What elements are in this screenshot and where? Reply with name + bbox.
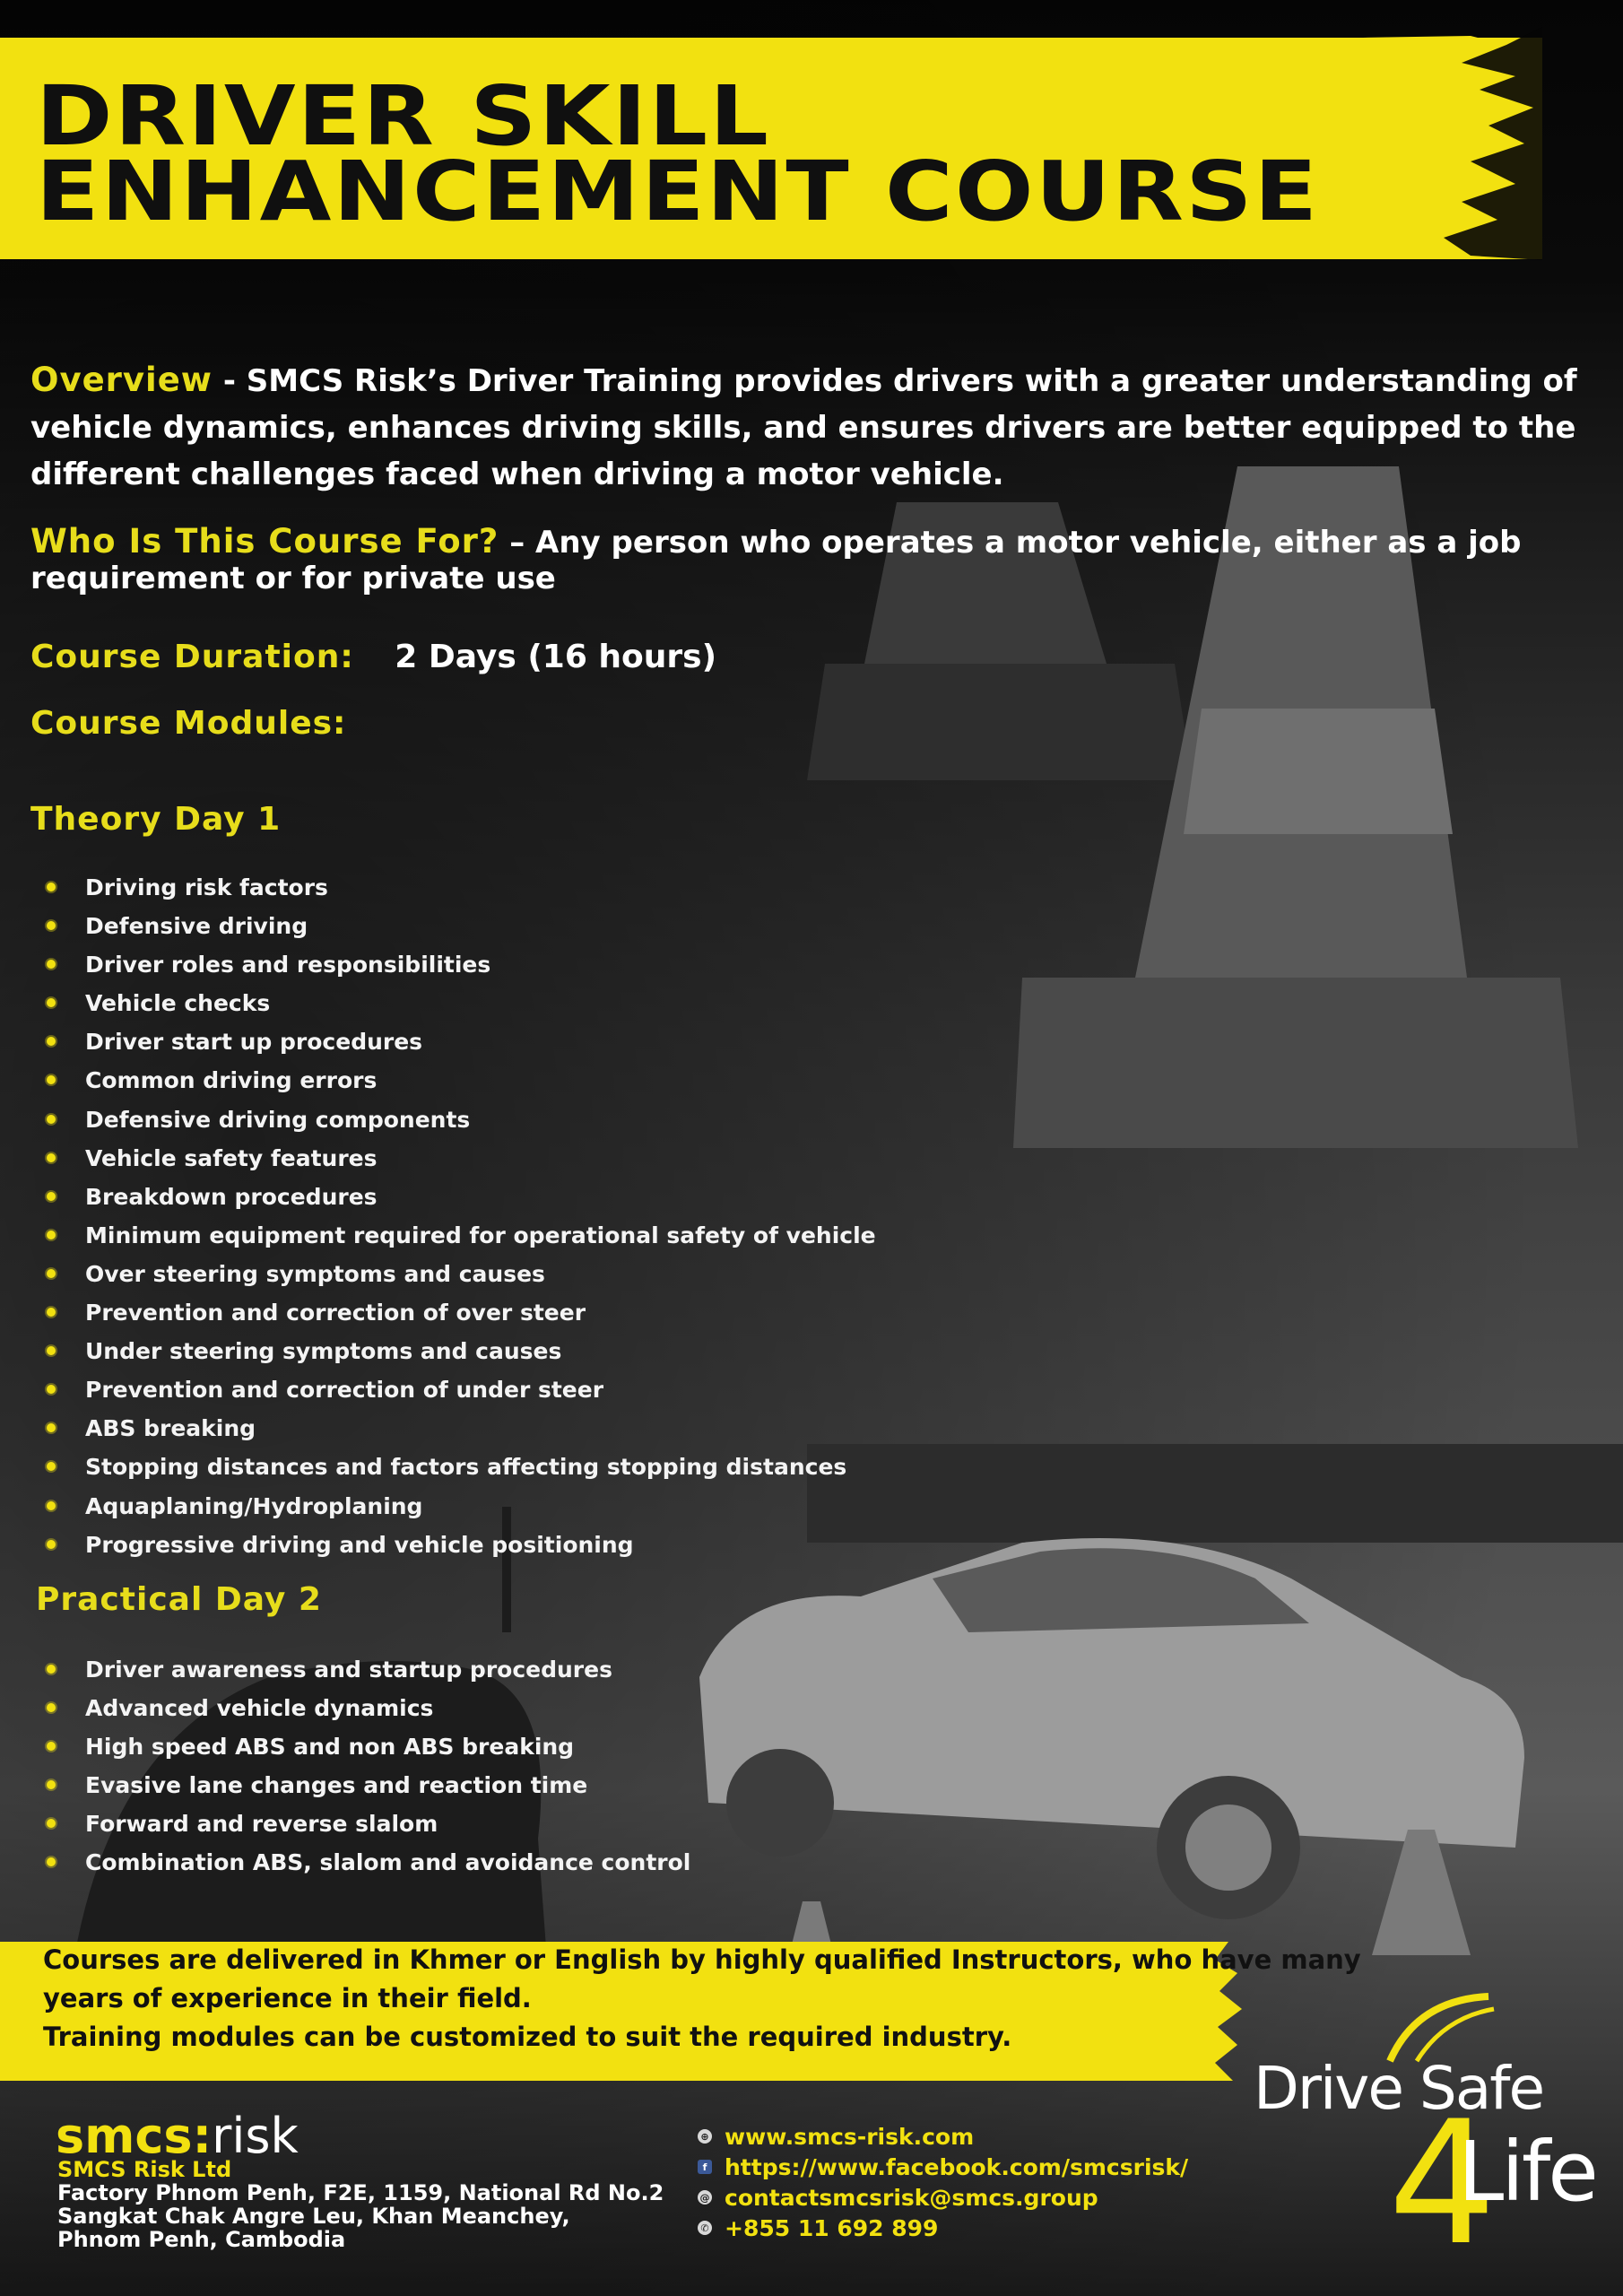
website-link[interactable]: www.smcs-risk.com <box>725 2123 975 2150</box>
list-item: Combination ABS, slalom and avoidance control <box>45 1843 690 1882</box>
list-item: Evasive lane changes and reaction time <box>45 1766 690 1805</box>
info-line-2: years of experience in their field. <box>43 1983 532 2013</box>
practical-module-list <box>45 1650 690 1883</box>
list-item: Defensive driving <box>45 907 876 945</box>
email-link[interactable]: contactsmcsrisk@smcs.group <box>725 2184 1098 2211</box>
list-item: Driving risk factors <box>45 868 876 907</box>
list-item: Common driving errors <box>45 1061 876 1100</box>
list-item: Prevention and correction of under steer <box>45 1370 876 1409</box>
practical-heading-text: Practical Day 2 <box>36 1581 322 1618</box>
globe-icon: ⊕ <box>698 2129 712 2144</box>
audience-section <box>30 524 1591 596</box>
practical-heading <box>36 1581 322 1618</box>
tagline-drive: Drive Safe <box>1254 2054 1544 2123</box>
audience-label: Who Is This Course For? <box>30 522 499 561</box>
list-item: Vehicle safety features <box>45 1139 876 1178</box>
list-item: Breakdown procedures <box>45 1178 876 1216</box>
logo-left: smcs: <box>56 2108 213 2164</box>
theory-heading <box>30 801 281 838</box>
list-item: Driver roles and responsibilities <box>45 945 876 984</box>
address-line-3: Phnom Penh, Cambodia <box>57 2227 346 2252</box>
overview-text: - SMCS Risk’s Driver Training provides drivers with a greater understanding of vehicle dynamics, enhances driving skills, and ensures drivers are better equipped to the different challenges faced when driving a motor vehicle. <box>30 363 1577 492</box>
list-item: High speed ABS and non ABS breaking <box>45 1727 690 1766</box>
list-item: Forward and reverse slalom <box>45 1805 690 1843</box>
theory-heading-text: Theory Day 1 <box>30 801 282 838</box>
phone-icon: ✆ <box>698 2221 712 2235</box>
email-icon: @ <box>698 2190 712 2205</box>
theory-module-list <box>45 868 876 1564</box>
list-item: Prevention and correction of over steer <box>45 1293 876 1332</box>
modules-label: Course Modules: <box>30 705 347 742</box>
duration-value: 2 Days (16 hours) <box>395 639 717 675</box>
facebook-icon: f <box>698 2160 712 2174</box>
company-name: SMCS Risk Ltd <box>57 2157 232 2182</box>
brush-edge <box>1363 27 1542 269</box>
list-item: Vehicle checks <box>45 984 876 1022</box>
contact-list <box>698 2121 1188 2243</box>
title-line-1: DRIVER SKILL <box>36 68 771 164</box>
contact-website[interactable] <box>698 2121 1188 2152</box>
company-logo <box>56 2109 299 2163</box>
facebook-link[interactable]: https://www.facebook.com/smcsrisk/ <box>725 2153 1189 2180</box>
list-item: Minimum equipment required for operational safety of vehicle <box>45 1216 876 1255</box>
address-line-2: Sangkat Chak Angre Leu, Khan Meanchey, <box>57 2204 570 2229</box>
list-item: Driver awareness and startup procedures <box>45 1650 690 1689</box>
contact-facebook[interactable] <box>698 2152 1188 2182</box>
list-item: Progressive driving and vehicle positioning <box>45 1526 876 1564</box>
list-item: Stopping distances and factors affecting stopping distances <box>45 1448 876 1486</box>
list-item: Advanced vehicle dynamics <box>45 1689 690 1727</box>
info-line-3: Training modules can be customized to suit the required industry. <box>43 2022 1012 2052</box>
list-item: ABS breaking <box>45 1409 876 1448</box>
title-line-2: ENHANCEMENT COURSE <box>36 144 1320 239</box>
contact-email[interactable] <box>698 2182 1188 2213</box>
list-item: Defensive driving components <box>45 1100 876 1139</box>
list-item: Over steering symptoms and causes <box>45 1255 876 1293</box>
info-line-1: Courses are delivered in Khmer or English by highly qualified Instructors, who have many <box>43 1944 1361 1975</box>
modules-heading <box>30 705 346 742</box>
list-item: Driver start up procedures <box>45 1022 876 1061</box>
page-title <box>36 68 1320 239</box>
list-item: Aquaplaning/Hydroplaning <box>45 1487 876 1526</box>
duration-label: Course Duration: <box>30 639 354 675</box>
logo-right: risk <box>212 2108 299 2164</box>
audience-text: – Any person who operates a motor vehicle, either as a job requirement or for private use <box>30 525 1522 596</box>
drive-safe-logo <box>1246 1991 1605 2283</box>
list-item: Under steering symptoms and causes <box>45 1332 876 1370</box>
tagline-life: Life <box>1458 2124 1596 2220</box>
duration-section <box>30 639 716 675</box>
overview-label: Overview <box>30 361 213 399</box>
road-icon <box>1381 1991 1497 2063</box>
address-line-1: Factory Phnom Penh, F2E, 1159, National Rd No.2 <box>57 2180 664 2205</box>
info-text <box>43 1941 1361 2057</box>
overview-section <box>30 357 1591 498</box>
contact-phone[interactable] <box>698 2213 1188 2243</box>
phone-number[interactable]: +855 11 692 899 <box>725 2214 939 2241</box>
company-address <box>57 2158 664 2251</box>
tagline-four: 4 <box>1388 2084 1497 2283</box>
